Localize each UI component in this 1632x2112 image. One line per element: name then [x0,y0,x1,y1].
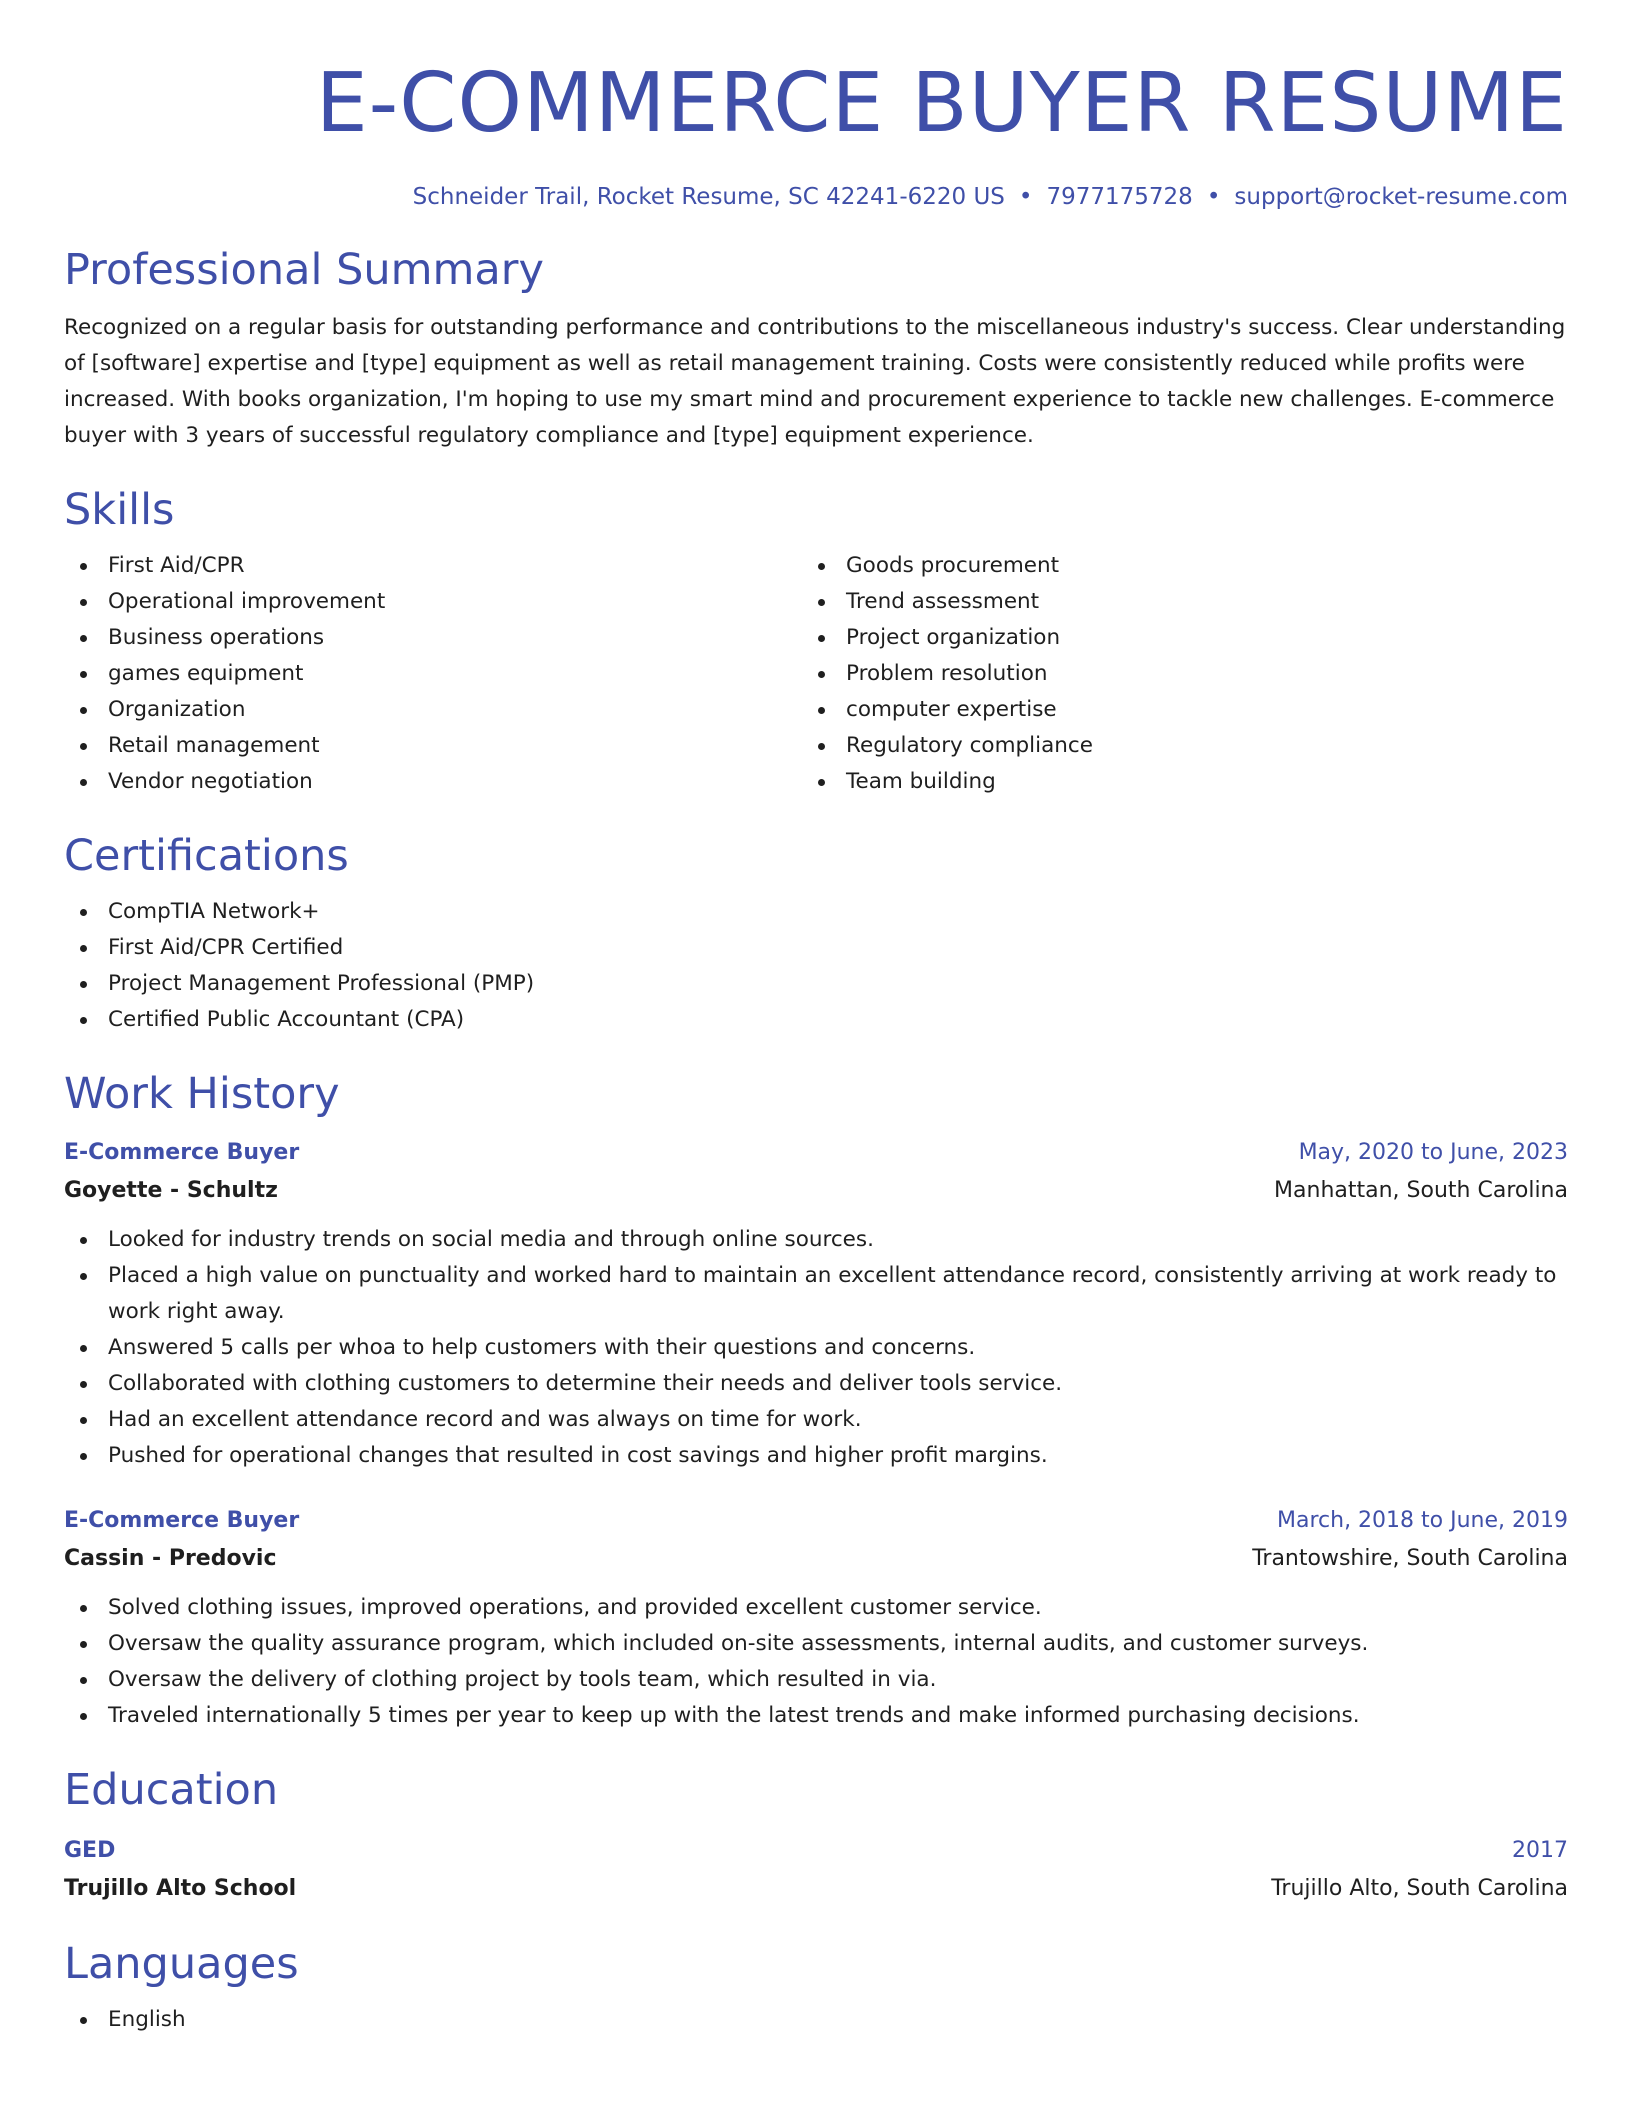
job-bullet: Oversaw the delivery of clothing project by tools team, which resulted in via. [64,1662,1568,1698]
certification-item: CompTIA Network+ [64,894,1568,930]
summary-heading: Professional Summary [64,245,544,295]
skill-item: Trend assessment [802,584,1540,620]
certifications-list [64,894,1568,1038]
work-history-heading: Work History [64,1069,340,1119]
job-dates: May, 2020 to June, 2023 [1298,1140,1568,1165]
separator-dot: • [1206,184,1221,210]
job-bullets [64,1590,1568,1734]
skill-item: Organization [64,692,802,728]
skill-item: computer expertise [802,692,1540,728]
languages-heading: Languages [64,1939,299,1989]
job-header-row [64,1502,1568,1540]
certifications-heading: Certifications [64,831,349,881]
education-school: Trujillo Alto School [64,1876,297,1901]
skills-list-right [802,548,1540,800]
job-role: E-Commerce Buyer [64,1140,300,1165]
skill-item: Goods procurement [802,548,1540,584]
job-location: Trantowshire, South Carolina [1252,1546,1568,1571]
job-bullet: Looked for industry trends on social media and through online sources. [64,1222,1568,1258]
job-bullets [64,1222,1568,1474]
skill-item: Business operations [64,620,802,656]
job-company-row [64,1172,1568,1210]
skill-item: Operational improvement [64,584,802,620]
job-entry [64,1134,1568,1474]
contact-line [64,182,1568,212]
job-dates: March, 2018 to June, 2019 [1277,1508,1568,1533]
job-role: E-Commerce Buyer [64,1508,300,1533]
job-bullet: Answered 5 calls per whoa to help customers with their questions and concerns. [64,1330,1568,1366]
resume-title: E-COMMERCE BUYER RESUME [315,56,1568,151]
language-item: English [64,2002,1568,2038]
job-bullet: Had an excellent attendance record and was always on time for work. [64,1402,1568,1438]
job-bullet: Pushed for operational changes that resulted in cost savings and higher profit margins. [64,1438,1568,1474]
skill-item: games equipment [64,656,802,692]
resume-header [64,0,1568,212]
education-entry [64,1832,1568,1908]
languages-list [64,2002,1568,2038]
skills-section [64,482,1568,800]
job-bullet: Placed a high value on punctuality and worked hard to maintain an excellent attendance record, consistently arriving at work ready to work right away. [64,1258,1568,1330]
skills-list-left [64,548,802,800]
certifications-section [64,828,1568,1038]
certification-item: Project Management Professional (PMP) [64,966,1568,1002]
summary-text: Recognized on a regular basis for outstanding performance and contributions to the miscellaneous industry's success. Clear understanding of [software] expertise and [type] equipment as well as retail management training. Costs were consistently reduced while profits were increased. With books organization, I'm hoping to use my smart mind and procurement experience to tackle new challenges. E-commerce buyer with 3 years of successful regulatory compliance and [type] equipment experience. [64,315,1566,448]
education-heading: Education [64,1765,279,1815]
languages-section [64,1936,1568,2038]
work-history-section [64,1066,1568,1734]
education-degree: GED [64,1838,116,1863]
skills-heading: Skills [64,485,175,535]
skill-item: Vendor negotiation [64,764,802,800]
education-year: 2017 [1512,1838,1568,1863]
job-entry [64,1502,1568,1734]
skill-item: First Aid/CPR [64,548,802,584]
summary-section [64,242,1568,454]
skill-item: Regulatory compliance [802,728,1540,764]
contact-phone: 7977175728 [1046,184,1193,210]
job-company: Cassin - Predovic [64,1546,277,1571]
certification-item: First Aid/CPR Certified [64,930,1568,966]
job-bullet: Collaborated with clothing customers to determine their needs and deliver tools service. [64,1366,1568,1402]
skill-item: Retail management [64,728,802,764]
job-bullet: Traveled internationally 5 times per year to keep up with the latest trends and make informed purchasing decisions. [64,1698,1568,1734]
job-bullet: Solved clothing issues, improved operations, and provided excellent customer service. [64,1590,1568,1626]
separator-dot: • [1018,184,1033,210]
skill-item: Project organization [802,620,1540,656]
job-company-row [64,1540,1568,1578]
job-bullet: Oversaw the quality assurance program, which included on-site assessments, internal audits, and customer surveys. [64,1626,1568,1662]
contact-email: support@rocket-resume.com [1234,184,1568,210]
job-header-row [64,1134,1568,1172]
skills-grid [64,548,1568,800]
skill-item: Team building [802,764,1540,800]
education-school-row [64,1870,1568,1908]
education-degree-row [64,1832,1568,1870]
skill-item: Problem resolution [802,656,1540,692]
job-company: Goyette - Schultz [64,1178,278,1203]
education-location: Trujillo Alto, South Carolina [1271,1876,1568,1901]
contact-address: Schneider Trail, Rocket Resume, SC 42241-6220 US [412,184,1005,210]
certification-item: Certified Public Accountant (CPA) [64,1002,1568,1038]
education-section [64,1762,1568,1908]
job-location: Manhattan, South Carolina [1274,1178,1568,1203]
